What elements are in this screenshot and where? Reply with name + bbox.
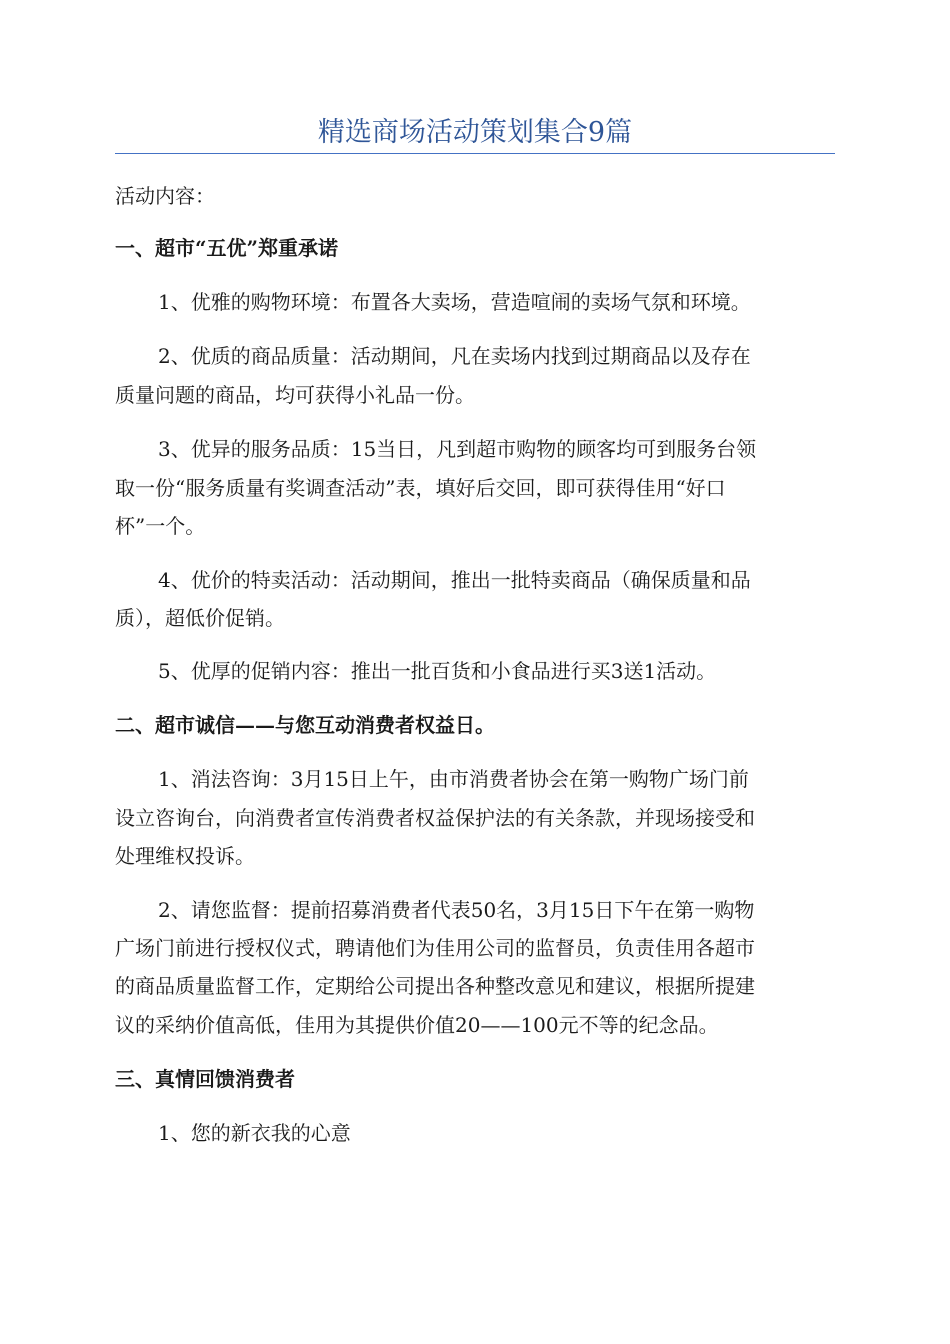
section-3-item-1-line-1: 1、您的新衣我的心意 <box>158 1121 351 1145</box>
section-1-item-3-line-1: 3、优异的服务品质：15当日，凡到超市购物的顾客均可到服务台领 <box>158 437 757 461</box>
section-1-item-3-line-3: 杯”一个。 <box>115 514 206 538</box>
section-2-item-2-line-2: 广场门前进行授权仪式，聘请他们为佳用公司的监督员，负责佳用各超市 <box>115 936 755 960</box>
section-1-item-4-line-1: 4、优价的特卖活动：活动期间，推出一批特卖商品（确保质量和品 <box>158 568 751 592</box>
section-2-item-1-line-1: 1、消法咨询：3月15日上午，由市消费者协会在第一购物广场门前 <box>158 767 749 791</box>
section-2-item-1-line-3: 处理维权投诉。 <box>115 844 255 868</box>
section-1-item-2-line-2: 质量问题的商品，均可获得小礼品一份。 <box>115 383 475 407</box>
title-underline <box>115 153 835 154</box>
document-title: 精选商场活动策划集合9篇 <box>317 117 633 148</box>
section-1-item-1-line-1: 1、优雅的购物环境：布置各大卖场，营造喧闹的卖场气氛和环境。 <box>158 290 751 314</box>
section-1-item-2-line-1: 2、优质的商品质量：活动期间，凡在卖场内找到过期商品以及存在 <box>158 344 751 368</box>
section-2-item-2-line-1: 2、请您监督：提前招募消费者代表50名，3月15日下午在第一购物 <box>158 898 755 922</box>
section-1-item-3-line-2: 取一份“服务质量有奖调查活动”表，填好后交回，即可获得佳用“好口 <box>115 476 726 500</box>
section-1-heading: 一、超市“五优”郑重承诺 <box>115 236 339 260</box>
intro-label: 活动内容： <box>115 184 215 208</box>
section-2-item-2-line-3: 的商品质量监督工作，定期给公司提出各种整改意见和建议，根据所提建 <box>115 974 755 998</box>
section-2-heading: 二、超市诚信——与您互动消费者权益日。 <box>115 713 495 737</box>
section-3-heading: 三、真情回馈消费者 <box>115 1067 295 1091</box>
section-2-item-2-line-4: 议的采纳价值高低，佳用为其提供价值20——100元不等的纪念品。 <box>115 1013 719 1037</box>
section-1-item-5-line-1: 5、优厚的促销内容：推出一批百货和小食品进行买3送1活动。 <box>158 659 717 683</box>
section-2-item-1-line-2: 设立咨询台，向消费者宣传消费者权益保护法的有关条款，并现场接受和 <box>115 806 755 830</box>
section-1-item-4-line-2: 质），超低价促销。 <box>115 606 285 630</box>
document-page <box>115 0 835 1344</box>
